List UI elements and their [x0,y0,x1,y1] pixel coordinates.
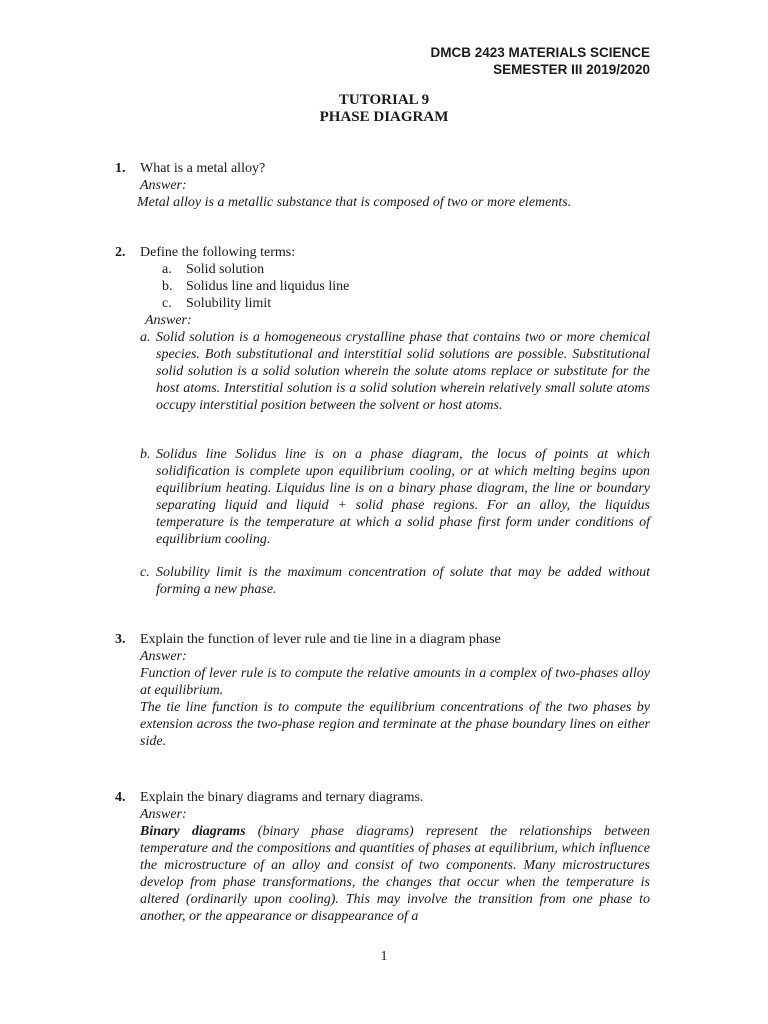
page-number: 1 [380,949,388,964]
list-item: a. Solid solution [162,262,265,277]
question-number: 3. [115,632,126,647]
answer-label: Answer: [140,178,187,193]
answer-a: a. Solid solution is a homogeneous crystalline phase that contains two or more chemical species. Both substitutional and interstitial solid solutions are possible. Substitutional solid solution is a solid solution wherein the solute atoms replace or substitute for the host atoms. Interstitial solution is a solid solution wherein relatively small solute atoms occupy interstitial position between the solvent or host atoms. [140,330,650,413]
answer-text: Metal alloy is a metallic substance that is composed of two or more elements. [137,195,572,210]
course-title: DMCB 2423 MATERIALS SCIENCE [430,45,650,60]
list-item: c. Solubility limit [162,296,272,311]
question-number: 2. [115,245,126,260]
semester-label: SEMESTER III 2019/2020 [493,62,650,77]
answer-label: Answer: [140,649,187,664]
course-header [430,44,650,78]
list-item: b. Solidus line and liquidus line [162,279,350,294]
tutorial-topic: PHASE DIAGRAM [319,109,449,125]
answer-paragraph: The tie line function is to compute the equilibrium concentrations of the two phases by extension across the two-phase region and terminate at the phase boundary lines on either side. [140,700,650,749]
answer-paragraph: Binary diagrams (binary phase diagrams) represent the relationships between temperature and the compositions and quantities of phases at equilibrium, which influence the microstructure of an alloy and consist of two components. Many microstructures develop from phase transformations, the changes that occur when the temperature is altered (ordinarily upon cooling). This may involve the transition from one phase to another, or the appearance or disappearance of a [140,824,650,924]
question-text: Explain the function of lever rule and tie line in a diagram phase [140,632,501,647]
document-title [0,92,768,126]
tutorial-number: TUTORIAL 9 [338,92,430,108]
answer-paragraph: Function of lever rule is to compute the relative amounts in a complex of two-phases alloy at equilibrium. [140,666,650,698]
question-text: What is a metal alloy? [140,161,266,176]
answer-c: c. Solubility limit is the maximum concentration of solute that may be added without forming a new phase. [140,565,650,597]
term-binary-diagrams: Binary diagrams [140,824,246,839]
question-number: 1. [115,161,126,176]
answer-label: Answer: [140,807,187,822]
question-text: Explain the binary diagrams and ternary diagrams. [140,790,424,805]
answer-b: b. Solidus line Solidus line is on a phase diagram, the locus of points at which solidification is complete upon equilibrium cooling, or at which melting begins upon equilibrium heating. Liquidus line is on a binary phase diagram, the line or boundary separating liquid and liquid + solid phase regions. For an alloy, the liquidus temperature is the temperature at which a solid phase first form under conditions of equilibrium cooling. [140,447,650,547]
question-text: Define the following terms: [140,245,296,260]
answer-label: Answer: [145,313,192,328]
question-number: 4. [115,790,126,805]
